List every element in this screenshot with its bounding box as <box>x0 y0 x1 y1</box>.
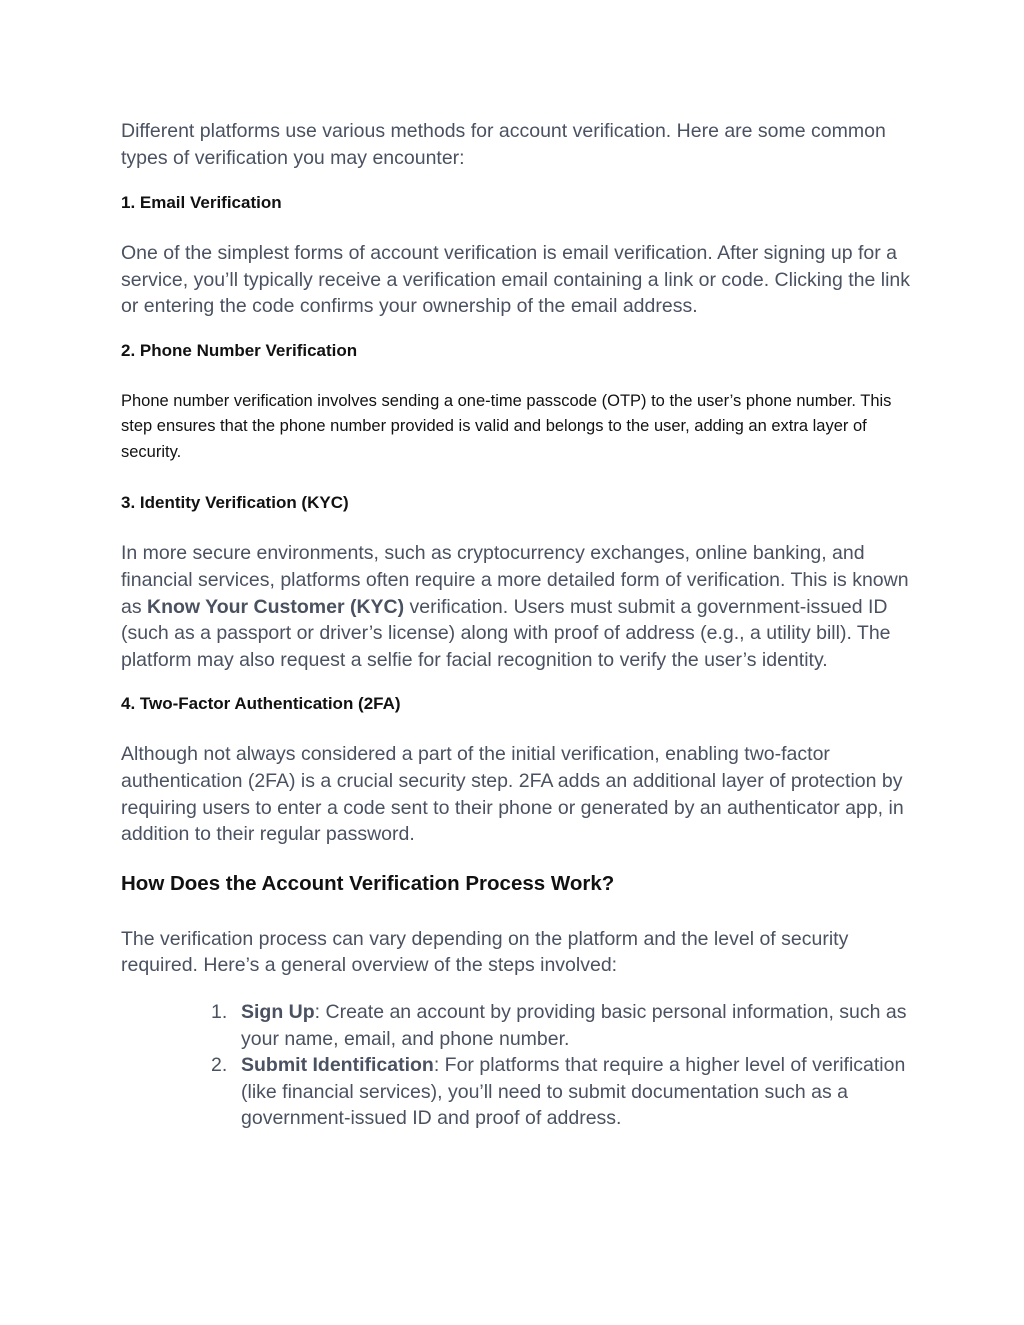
list-item <box>121 999 911 1052</box>
list-item-title: Submit Identification <box>241 1054 434 1077</box>
heading-process: How Does the Account Verification Process Work? <box>121 871 615 895</box>
process-steps-list <box>121 999 911 1132</box>
phone-verification-paragraph: Phone number verification involves sending a one-time passcode (OTP) to the user’s phone number. This step ensures that the phone number provided is valid and belongs to the user, adding an extra layer of security. <box>121 391 892 461</box>
kyc-bold-term: Know Your Customer (KYC) <box>147 595 405 618</box>
process-intro-paragraph: The verification process can vary depending on the platform and the level of security required. Here’s a general overview of the steps involved: <box>121 927 849 977</box>
heading-phone-verification: 2. Phone Number Verification <box>121 340 358 360</box>
list-item <box>121 1052 911 1132</box>
list-item-title: Sign Up <box>241 1001 315 1023</box>
identity-verification-paragraph <box>121 540 911 673</box>
kyc-text-after: verification. Users must submit a government-issued ID (such as a passport or driver’s license) along with proof of address (e.g., a utility bill). The platform may also request a selfie for facial recognition to verify the user’s identity. <box>121 595 891 671</box>
list-item-text: : Create an account by providing basic personal information, such as your name, email, and phone number. <box>241 1001 907 1050</box>
two-factor-auth-paragraph: Although not always considered a part of the initial verification, enabling two-factor authentication (2FA) is a crucial security step. 2FA adds an additional layer of protection by requiring users to enter a code sent to their phone or generated by an authenticator app, in addition to their regular password. <box>121 743 904 846</box>
list-item-number: 2. <box>211 1054 228 1077</box>
heading-email-verification: 1. Email Verification <box>121 193 282 213</box>
heading-two-factor-auth: 4. Two-Factor Authentication (2FA) <box>121 694 401 714</box>
email-verification-paragraph: One of the simplest forms of account verification is email verification. After signing up for a service, you’ll typically receive a verification email containing a link or code. Clicking the link or entering the code confirms your ownership of the email address. <box>121 242 911 318</box>
list-item-number: 1. <box>211 1001 228 1023</box>
heading-identity-verification: 3. Identity Verification (KYC) <box>121 493 349 513</box>
list-item-text: : For platforms that require a higher level of verification (like financial services), you’ll need to submit documentation such as a government-issued ID and proof of address. <box>241 1054 906 1130</box>
document-page <box>121 118 911 1132</box>
kyc-text-before: In more secure environments, such as cryptocurrency exchanges, online banking, and financial services, platforms often require a more detailed form of verification. This is known as <box>121 542 909 618</box>
intro-paragraph: Different platforms use various methods for account verification. Here are some common types of verification you may encounter: <box>121 120 886 169</box>
